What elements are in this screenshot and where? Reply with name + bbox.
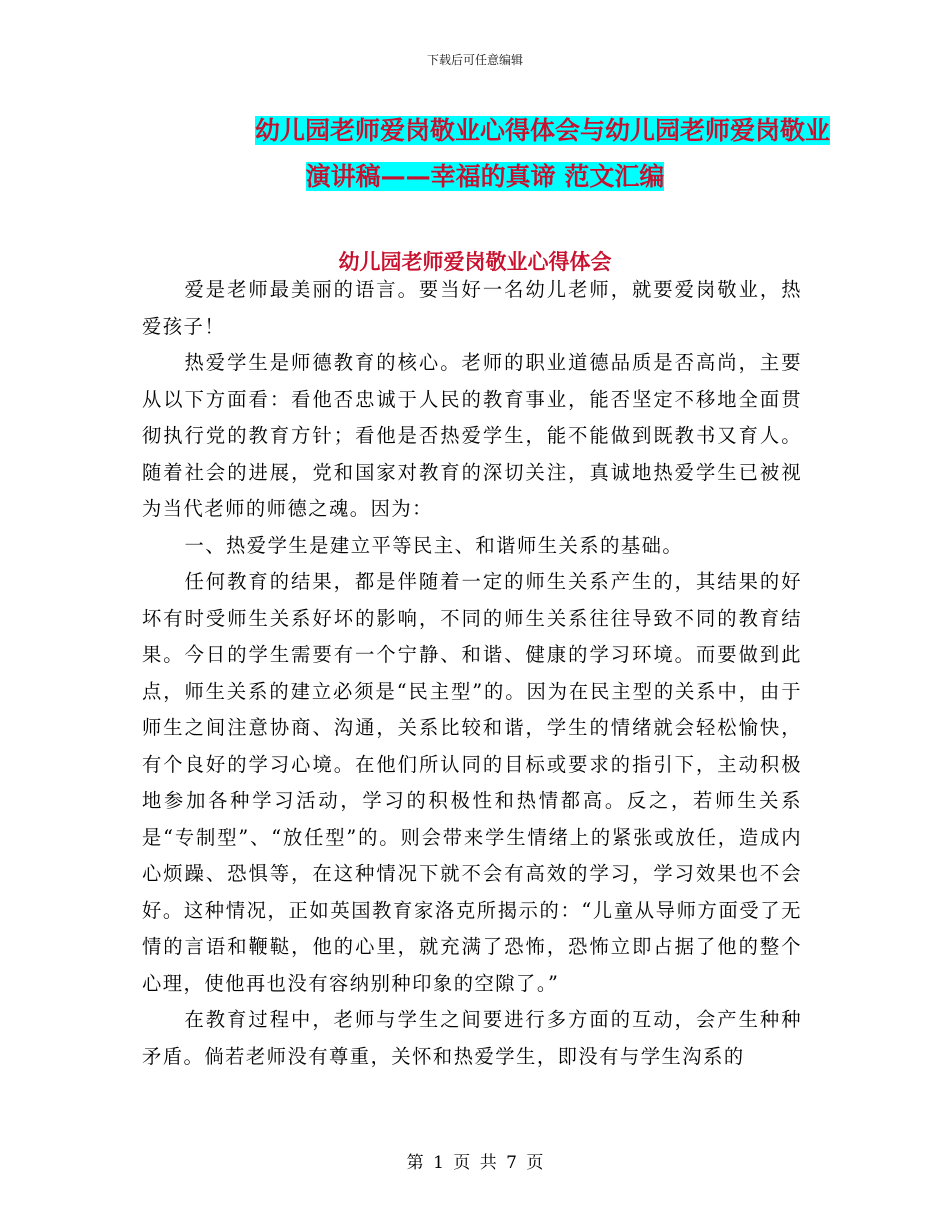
title-line-1-text: 幼儿园老师爱岗敬业心得体会与幼儿园老师爱岗敬业 <box>254 116 830 145</box>
paragraph: 爱是老师最美丽的语言。要当好一名幼儿老师，就要爱岗敬业，热爱孩子！ <box>142 278 802 338</box>
paragraph: 在教育过程中，老师与学生之间要进行多方面的互动，会产生种种矛盾。倘若老师没有尊重，关怀和热爱学生，即没有与学生沟系的 <box>142 1008 802 1068</box>
page-number-footer: 第 1 页 共 7 页 <box>406 1153 544 1173</box>
document-title-line-2 <box>140 154 830 200</box>
title-line-2-text: 演讲稿——幸福的真谛 范文汇编 <box>305 162 665 191</box>
body-text <box>142 272 802 1075</box>
document-title <box>140 108 830 200</box>
paragraph: 一、热爱学生是建立平等民主、和谐师生关系的基础。 <box>184 533 684 557</box>
section-heading: 幼儿园老师爱岗敬业心得体会 <box>338 250 612 274</box>
page-header-note: 下载后可任意编辑 <box>426 53 523 67</box>
document-title-line-1 <box>140 108 830 154</box>
paragraph: 任何教育的结果，都是伴随着一定的师生关系产生的，其结果的好坏有时受师生关系好坏的影响，不同的师生关系往往导致不同的教育结果。今日的学生需要有一个宁静、和谐、健康的学习环境。而要做到此点，师生关系的建立必须是“民主型”的。因为在民主型的关系中，由于师生之间注意协商、沟通，关系比较和谐，学生的情绪就会轻松愉快，有个良好的学习心境。在他们所认同的目标或要求的指引下，主动积极地参加各种学习活动，学习的积极性和热情都高。反之，若师生关系是“专制型”、“放任型”的。则会带来学生情绪上的紧张或放任，造成内心烦躁、恐惧等，在这种情况下就不会有高效的学习，学习效果也不会好。这种情况，正如英国教育家洛克所揭示的：“儿童从导师方面受了无情的言语和鞭鞑，他的心里，就充满了恐怖，恐怖立即占据了他的整个心理，使他再也没有容纳别种印象的空隙了。” <box>142 570 802 995</box>
paragraph: 热爱学生是师德教育的核心。老师的职业道德品质是否高尚，主要从以下方面看：看他否忠诚于人民的教育事业，能否坚定不移地全面贯彻执行党的教育方针；看他是否热爱学生，能不能做到既教书又育人。随着社会的进展，党和国家对教育的深切关注，真诚地热爱学生已被视为当代老师的师德之魂。因为： <box>142 351 802 520</box>
